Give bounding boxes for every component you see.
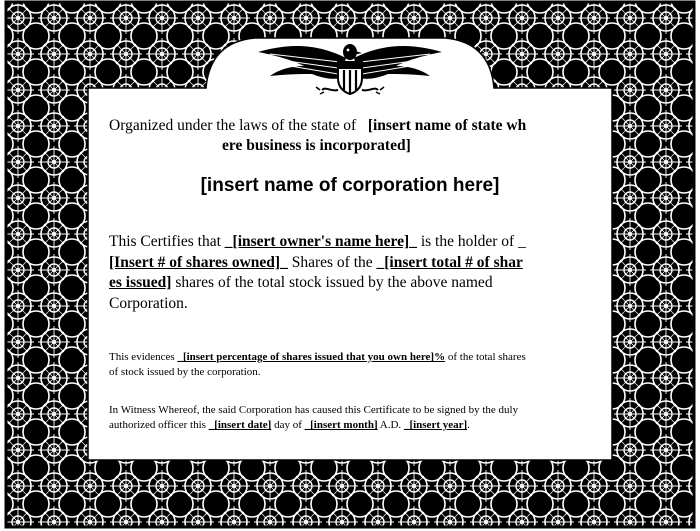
shares-owned-placeholder: [Insert # of shares owned]_ [109,254,288,271]
shares-of-the-text: Shares of the [291,254,373,271]
org-line-2 [222,137,411,155]
certifies-line-3 [109,274,493,292]
percentage-placeholder: _[insert percentage of shares issued that you own here]% [177,351,446,363]
witness-text: In Witness Whereof, the said Corporation has caused this Certificate to be signed by the duly [109,404,519,416]
org-lead-text: Organized under the laws of the state of [109,117,357,134]
certifies-line-4 [109,295,188,313]
evidence-line-2-text: of stock issued by the corporation. [109,366,261,378]
ad-text: A.D. [379,419,402,431]
owner-placeholder: _[insert owner's name here]_ [224,233,417,250]
total-issued-placeholder-1: _[insert total # of shar [376,254,523,271]
evidence-line-1 [109,351,526,363]
authorized-text: authorized officer this [109,419,206,431]
witness-line-2 [109,419,470,431]
evidence-line-2 [109,366,261,378]
certifies-line-2 [109,254,523,272]
certifies-line-1 [109,233,526,251]
day-of-text: day of [274,419,302,431]
state-placeholder-1: [insert name of state wh [367,117,527,134]
witness-end: . [467,419,470,431]
corporation-name: [insert name of corporation here] [200,175,500,196]
certifies-lead: This Certifies that [109,233,221,250]
month-placeholder: _[insert month] [304,419,378,431]
org-line-1 [109,117,526,135]
year-placeholder: _[insert year] [403,419,468,431]
certifies-tail-2: Corporation. [109,295,188,312]
total-issued-placeholder-2: es issued] [109,274,172,291]
certifies-tail-1: shares of the total stock issued by the above named [175,274,493,291]
eagle-emblem-icon [258,44,442,94]
state-placeholder-2: ere business is incorporated] [222,137,411,154]
evidence-lead: This evidences [109,351,175,363]
date-placeholder: _[insert date] [208,419,272,431]
witness-line-1 [109,404,518,416]
holder-of-text: is the holder of _ [420,233,526,250]
evidence-tail: of the total shares [447,351,526,363]
